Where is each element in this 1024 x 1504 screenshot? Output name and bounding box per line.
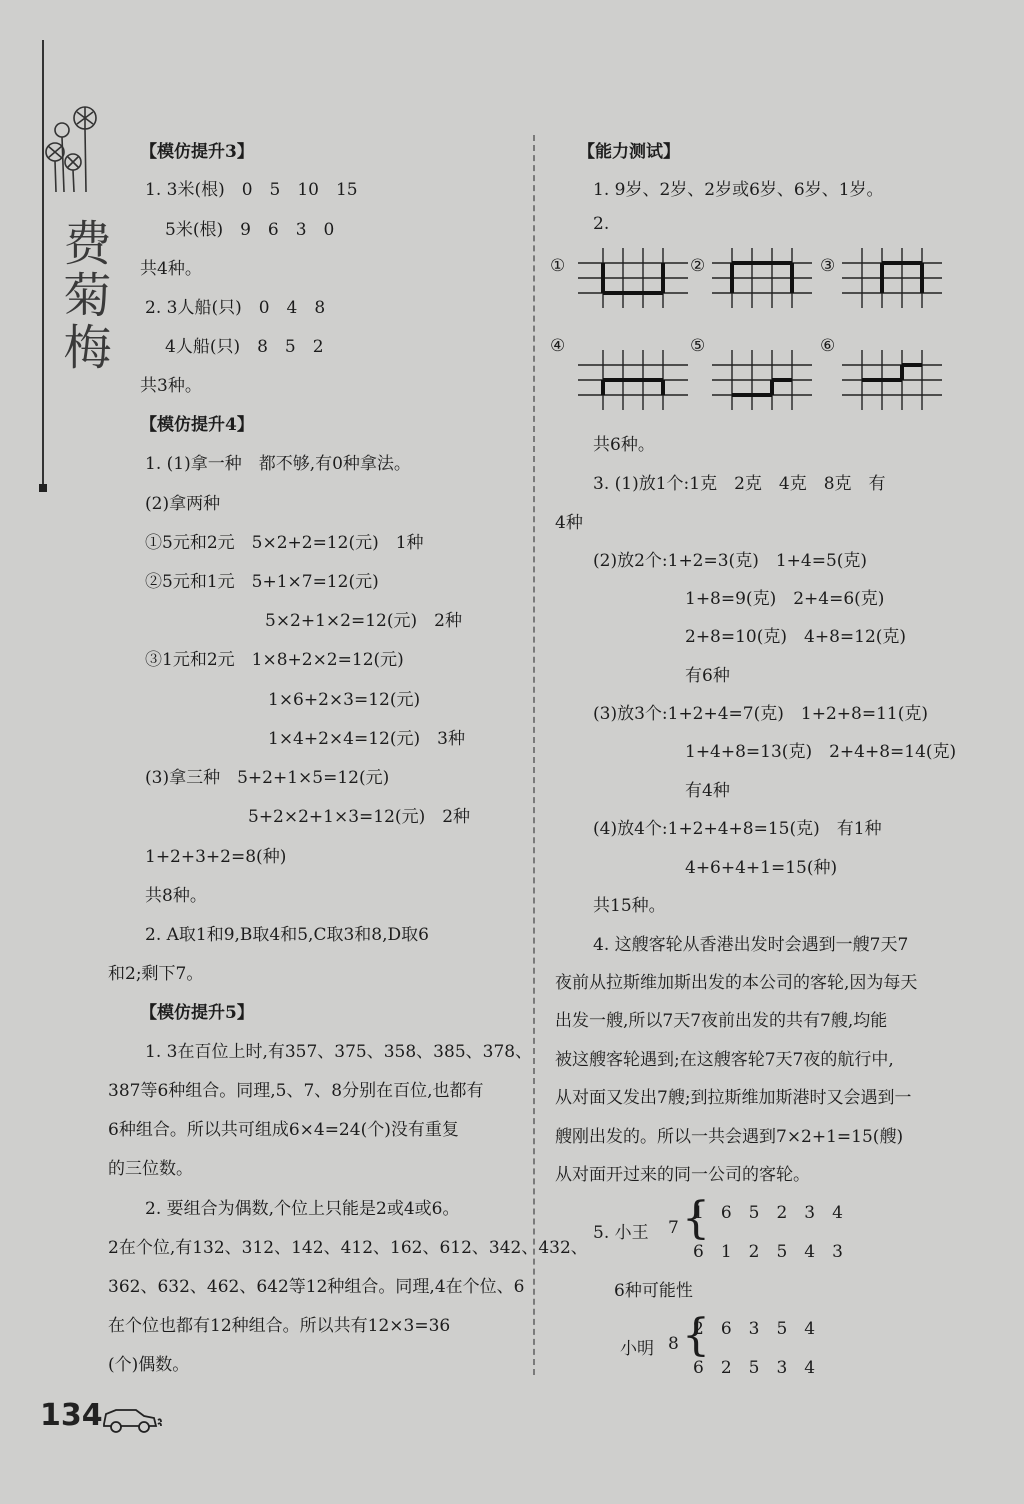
- section-heading: 【模仿提升5】: [140, 1003, 254, 1023]
- text-line: 被这艘客轮遇到;在这艘客轮7天7夜的航行中,: [555, 1050, 894, 1070]
- text-line: (2)放2个:1+2=3(克) 1+4=5(克): [593, 551, 868, 571]
- text-line: 2. 要组合为偶数,个位上只能是2或4或6。: [145, 1199, 460, 1219]
- text-line: 共4种。: [140, 259, 202, 279]
- text-line: 从对面又发出7艘;到拉斯维加斯港时又会遇到一: [555, 1088, 912, 1108]
- text-line: ③1元和2元 1×8+2×2=12(元): [145, 650, 404, 670]
- text-line: 362、632、462、642等12种组合。同理,4在个位、6: [108, 1277, 525, 1297]
- text-line: 1×6+2×3=12(元): [268, 690, 421, 710]
- text-line: 5米(根) 9 6 3 0: [165, 220, 335, 240]
- text-line: 夜前从拉斯维加斯出发的本公司的客轮,因为每天: [555, 973, 918, 993]
- text-line: 共8种。: [145, 886, 207, 906]
- car-icon: [100, 1404, 162, 1434]
- text-line: ①5元和2元 5×2+2=12(元) 1种: [145, 533, 424, 553]
- text-line: 1+4+8=13(克) 2+4+8=14(克): [685, 742, 957, 762]
- text-line: 4人船(只) 8 5 2: [165, 337, 324, 357]
- text-line: 6种组合。所以共可组成6×4=24(个)没有重复: [108, 1120, 459, 1140]
- text-line: 1×4+2×4=12(元) 3种: [268, 729, 465, 749]
- text-line: 在个位也都有12种组合。所以共有12×3=36: [108, 1316, 451, 1336]
- text-line: 艘刚出发的。所以一共会遇到7×2+1=15(艘): [555, 1127, 904, 1147]
- figure-label: ③: [820, 256, 836, 276]
- grid-figure-5: [712, 350, 812, 410]
- text-line: 4+6+4+1=15(种): [685, 858, 838, 878]
- sidebar-rule-end: [39, 484, 47, 492]
- text-line: (3)放3个:1+2+4=7(克) 1+2+8=11(克): [593, 704, 928, 724]
- text-line: 4. 这艘客轮从香港出发时会遇到一艘7天7: [593, 935, 909, 955]
- column-divider: [533, 135, 535, 1375]
- text-line: 小明: [620, 1339, 654, 1359]
- section-heading: 【能力测试】: [578, 142, 680, 162]
- text-line: ②5元和1元 5+1×7=12(元): [145, 572, 379, 592]
- text-line: 有6种: [685, 666, 730, 686]
- text-line: 8: [668, 1334, 679, 1354]
- text-line: 1. 3米(根) 0 5 10 15: [145, 180, 358, 200]
- grid-figure-3: [842, 248, 942, 308]
- flower-decoration-icon: [40, 100, 110, 195]
- text-line: 1+2+3+2=8(种): [145, 847, 287, 867]
- text-line: 3. (1)放1个:1克 2克 4克 8克 有: [593, 474, 886, 494]
- text-line: 5+2×2+1×3=12(元) 2种: [248, 807, 471, 827]
- brand-name: 费菊梅: [55, 218, 111, 374]
- figure-label: ②: [690, 256, 706, 276]
- text-line: 的三位数。: [108, 1159, 193, 1179]
- text-line: 从对面开过来的同一公司的客轮。: [555, 1165, 810, 1185]
- text-line: 6种可能性: [614, 1281, 693, 1301]
- text-line: 有4种: [685, 781, 730, 801]
- text-line: 2. A取1和9,B取4和5,C取3和8,D取6: [145, 925, 429, 945]
- text-line: 5. 小王: [593, 1223, 649, 1243]
- text-line: 共6种。: [593, 435, 655, 455]
- section-heading: 【模仿提升3】: [140, 142, 254, 162]
- brace-icon: {: [682, 1193, 710, 1244]
- figure-label: ⑤: [690, 336, 706, 356]
- text-line: 1. 3在百位上时,有357、375、358、385、378、: [145, 1042, 533, 1062]
- text-line: 2在个位,有132、312、142、412、162、612、342、432、: [108, 1238, 588, 1258]
- figure-label: ①: [550, 256, 566, 276]
- text-line: 4种: [555, 513, 583, 533]
- text-line: 共15种。: [593, 896, 666, 916]
- text-line: 和2;剩下7。: [108, 964, 204, 984]
- grid-figure-1: [578, 248, 688, 308]
- text-line: (个)偶数。: [108, 1355, 190, 1375]
- text-line: (4)放4个:1+2+4+8=15(克) 有1种: [593, 819, 882, 839]
- text-line: (2)拿两种: [145, 494, 221, 514]
- grid-figure-4: [578, 350, 688, 410]
- figure-label: ④: [550, 336, 566, 356]
- text-line: 共3种。: [140, 376, 202, 396]
- section-heading: 【模仿提升4】: [140, 415, 254, 435]
- text-line: 2+8=10(克) 4+8=12(克): [685, 627, 907, 647]
- grid-figure-2: [712, 248, 812, 308]
- text-line: 1+8=9(克) 2+4=6(克): [685, 589, 885, 609]
- text-line: 6 1 2 5 4 3: [693, 1242, 843, 1262]
- text-line: 2 6 3 5 4: [693, 1319, 816, 1339]
- text-line: 387等6种组合。同理,5、7、8分别在百位,也都有: [108, 1081, 484, 1101]
- page-number: 134: [40, 1398, 103, 1433]
- text-line: 1. 9岁、2岁、2岁或6岁、6岁、1岁。: [593, 180, 884, 200]
- text-line: 2. 3人船(只) 0 4 8: [145, 298, 326, 318]
- text-line: 1. (1)拿一种 都不够,有0种拿法。: [145, 454, 411, 474]
- text-line: 7: [668, 1218, 679, 1238]
- text-line: 1 6 5 2 3 4: [693, 1203, 843, 1223]
- text-line: 2.: [593, 214, 610, 234]
- grid-figure-6: [842, 350, 942, 410]
- brace-icon: {: [682, 1310, 710, 1361]
- figure-label: ⑥: [820, 336, 836, 356]
- text-line: (3)拿三种 5+2+1×5=12(元): [145, 768, 390, 788]
- text-line: 5×2+1×2=12(元) 2种: [265, 611, 462, 631]
- text-line: 6 2 5 3 4: [693, 1358, 816, 1378]
- text-line: 出发一艘,所以7天7夜前出发的共有7艘,均能: [555, 1011, 888, 1031]
